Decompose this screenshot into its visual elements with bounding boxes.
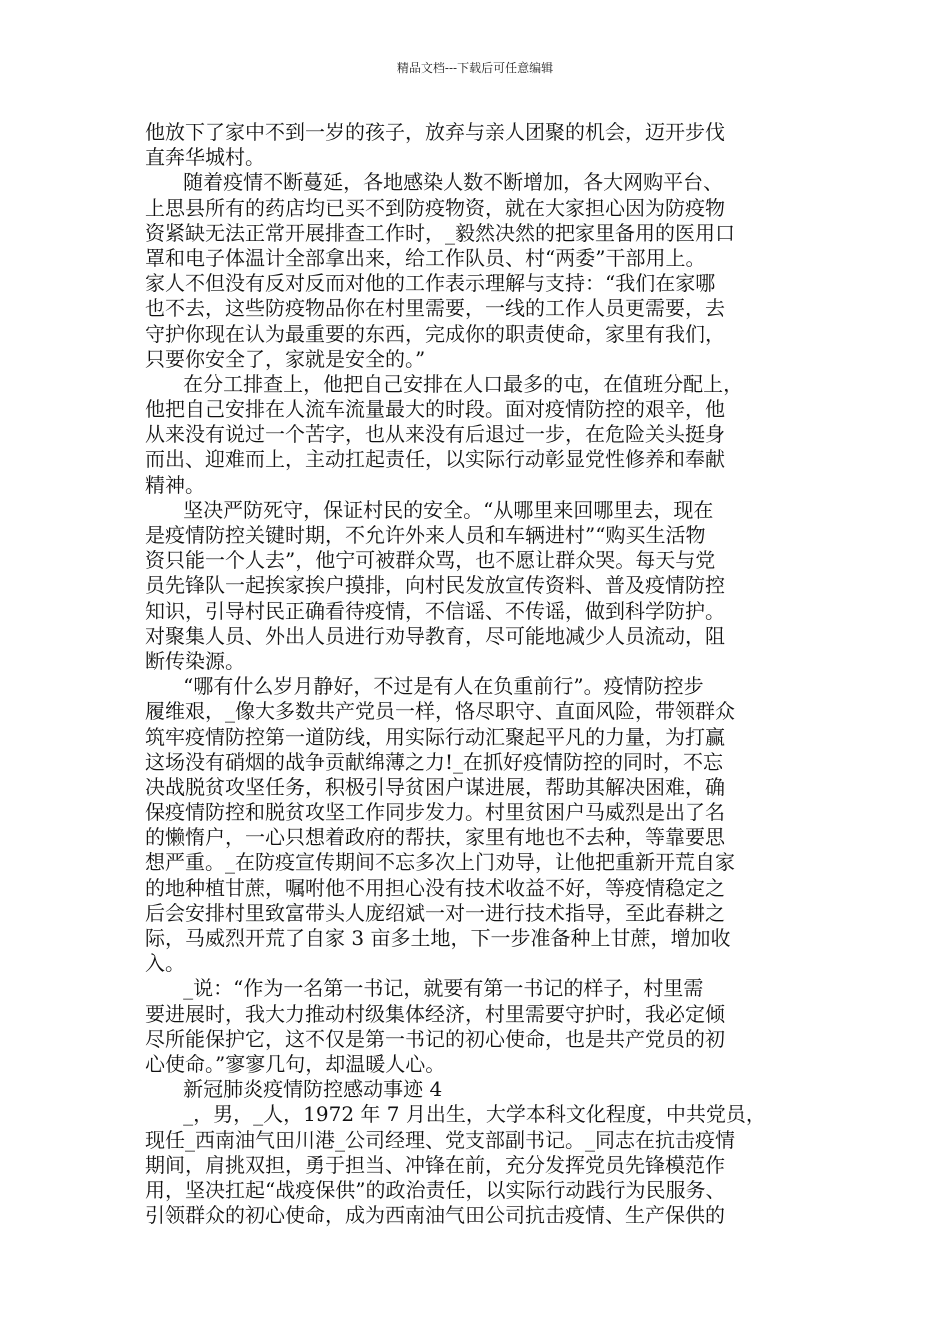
text-line: 他把自己安排在人流车流量最大的时段。面对疫情防控的艰辛，他 bbox=[145, 397, 725, 422]
text-line: 想严重。_在防疫宣传期间不忘多次上门劝导，让他把重新开荒自家 bbox=[145, 850, 735, 875]
text-line: “哪有什么岁月静好，不过是有人在负重前行”。疫情防控步 bbox=[145, 674, 704, 699]
text-line: 决战脱贫攻坚任务，积极引导贫困户谋进展，帮助其解决困难，确 bbox=[145, 774, 725, 799]
text-line: 履维艰，_像大多数共产党员一样，恪尽职守、直面风险，带领群众 bbox=[145, 699, 735, 724]
text-line: 是疫情防控关键时期，不允许外来人员和车辆进村”“购买生活物 bbox=[145, 523, 706, 547]
text-line: 后会安排村里致富带头人庞绍斌一对一进行技术指导，至此春耕之 bbox=[145, 900, 725, 925]
text-line: 只要你安全了，家就是安全的。” bbox=[145, 346, 426, 371]
text-line: 的地种植甘蔗，嘱咐他不用担心没有技术收益不好，等疫情稳定之 bbox=[145, 875, 725, 900]
text-line: 在分工排查上，他把自己安排在人口最多的屯，在值班分配上， bbox=[145, 371, 744, 396]
section-heading: 新冠肺炎疫情防控感动事迹 4 bbox=[145, 1077, 443, 1102]
text-line: 员先锋队一起挨家挨户摸排，向村民发放宣传资料、普及疫情防控 bbox=[145, 573, 725, 598]
text-line: 的懒惰户，一心只想着政府的帮扶，家里有地也不去种，等靠要思 bbox=[145, 825, 725, 850]
text-line: _，男，_人，1972 年 7 月出生，大学本科文化程度，中共党员， bbox=[145, 1102, 766, 1127]
text-line: 筑牢疫情防控第一道防线，用实际行动汇聚起平凡的力量，为打赢 bbox=[145, 724, 725, 749]
text-line: 而出、迎难而上，主动扛起责任，以实际行动彰显党性修养和奉献 bbox=[145, 447, 725, 472]
text-line: 这场没有硝烟的战争贡献绵薄之力!_在抓好疫情防控的同时，不忘 bbox=[145, 749, 724, 774]
text-line: 随着疫情不断蔓延，各地感染人数不断增加，各大网购平台、 bbox=[145, 170, 724, 195]
text-line: 入。 bbox=[145, 951, 185, 976]
text-line: 引领群众的初心使命，成为西南油气田公司抗击疫情、生产保供的 bbox=[145, 1203, 725, 1228]
text-line: 断传染源。 bbox=[145, 648, 245, 673]
text-line: 也不去，这些防疫物品你在村里需要，一线的工作人员更需要，去 bbox=[145, 296, 725, 321]
text-line: 资紧缺无法正常开展排查工作时，_毅然决然的把家里备用的医用口 bbox=[145, 220, 735, 245]
text-line: 对聚集人员、外出人员进行劝导教育，尽可能地减少人员流动，阻 bbox=[145, 623, 725, 648]
text-line: 现任_西南油气田川港_公司经理、党支部副书记。_同志在抗击疫情 bbox=[145, 1127, 735, 1152]
text-line: 资只能一个人去”，他宁可被群众骂，也不愿让群众哭。每天与党 bbox=[145, 548, 716, 573]
text-line: 尽所能保护它，这不仅是第一书记的初心使命，也是共产党员的初 bbox=[145, 1026, 725, 1051]
text-line: 保疫情防控和脱贫攻坚工作同步发力。村里贫困户马威烈是出了名 bbox=[145, 800, 725, 825]
page-header: 精品文档---下载后可任意编辑 bbox=[396, 61, 554, 75]
text-line: _说：“作为一名第一书记，就要有第一书记的样子，村里需 bbox=[145, 976, 704, 1001]
document-body bbox=[145, 120, 817, 1228]
text-line: 守护你现在认为最重要的东西，完成你的职责使命，家里有我们， bbox=[145, 321, 725, 346]
text-line: 际，马威烈开荒了自家 3 亩多土地，下一步准备种上甘蔗，增加收 bbox=[145, 926, 731, 950]
text-line: 要进展时，我大力推动村级集体经济，村里需要守护时，我必定倾 bbox=[145, 1001, 725, 1026]
text-line: 直奔华城村。 bbox=[145, 145, 265, 170]
text-line: 期间，肩挑双担，勇于担当、冲锋在前，充分发挥党员先锋模范作 bbox=[145, 1152, 725, 1177]
text-line: 他放下了家中不到一岁的孩子，放弃与亲人团聚的机会，迈开步伐 bbox=[145, 120, 725, 144]
text-line: 罩和电子体温计全部拿出来，给工作队员、村“两委”干部用上。 bbox=[145, 245, 706, 270]
text-line: 上思县所有的药店均已买不到防疫物资，就在大家担心因为防疫物 bbox=[145, 195, 725, 220]
text-line: 家人不但没有反对反而对他的工作表示理解与支持：“我们在家哪 bbox=[145, 271, 716, 296]
text-line: 知识，引导村民正确看待疫情，不信谣、不传谣，做到科学防护。 bbox=[145, 598, 725, 623]
text-line: 精神。 bbox=[145, 472, 205, 497]
text-line: 坚决严防死守，保证村民的安全。“从哪里来回哪里去，现在 bbox=[145, 497, 714, 522]
text-line: 用，坚决扛起“战疫保供”的政治责任，以实际行动践行为民服务、 bbox=[145, 1177, 726, 1202]
text-line: 心使命。”寥寥几句，却温暖人心。 bbox=[145, 1051, 446, 1076]
text-line: 从来没有说过一个苦字，也从来没有后退过一步，在危险关头挺身 bbox=[145, 422, 725, 447]
